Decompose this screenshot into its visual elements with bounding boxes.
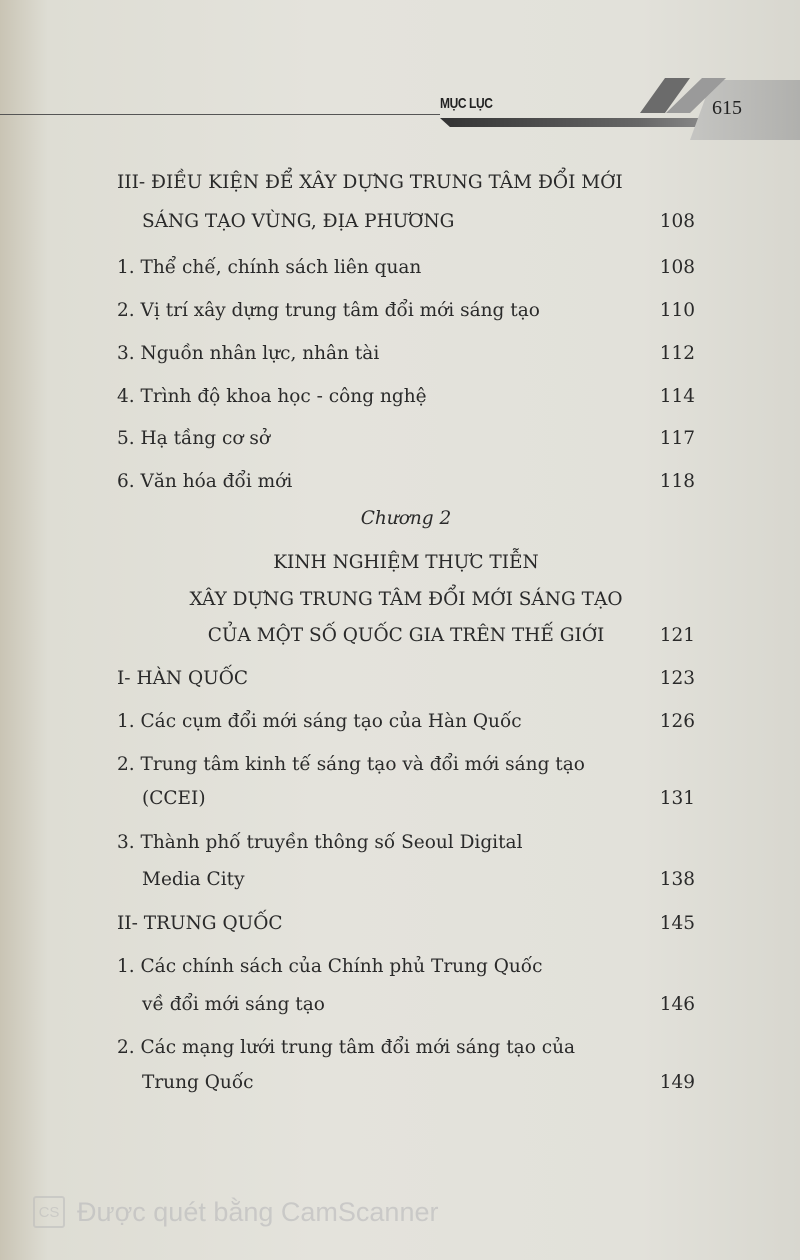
toc-entry-page: 145 <box>659 913 695 934</box>
chapter-title <box>117 625 695 646</box>
toc-entry-text: 1. Các cụm đổi mới sáng tạo của Hàn Quốc <box>117 711 522 732</box>
toc-entry <box>117 913 695 934</box>
toc-entry-page: 131 <box>659 788 695 809</box>
toc-entry-text: KINH NGHIỆM THỰC TIỄN <box>273 552 539 573</box>
toc-entry-page: 121 <box>659 625 695 646</box>
toc-entry-text: 4. Trình độ khoa học - công nghệ <box>117 386 427 407</box>
toc-entry-page: 114 <box>659 386 695 407</box>
chapter-title <box>117 589 695 610</box>
toc-entry-text: Media City <box>142 869 245 890</box>
toc-entry-page: 110 <box>659 300 695 321</box>
camscanner-logo-icon: CS <box>33 1196 65 1228</box>
header-section-title: MỤC LỤC <box>440 95 493 112</box>
chapter-title <box>117 552 695 573</box>
toc-entry-text: I- HÀN QUỐC <box>117 668 249 689</box>
toc-entry-page: 146 <box>659 994 695 1015</box>
toc-entry-text: III- ĐIỀU KIỆN ĐỂ XÂY DỰNG TRUNG TÂM ĐỔI MỚI <box>117 172 623 193</box>
toc-entry-text: 1. Các chính sách của Chính phủ Trung Quốc <box>117 956 543 977</box>
camscanner-watermark <box>33 1196 438 1228</box>
toc-entry-text: CỦA MỘT SỐ QUỐC GIA TRÊN THẾ GIỚI <box>207 625 605 646</box>
toc-entry-page: 126 <box>659 711 695 732</box>
toc-entry-page: 149 <box>659 1072 695 1093</box>
watermark-text: Được quét bằng CamScanner <box>77 1196 439 1227</box>
toc-entry-text: II- TRUNG QUỐC <box>117 913 283 934</box>
toc-entry-page: 108 <box>659 257 695 278</box>
toc-entry-text: 1. Thể chế, chính sách liên quan <box>117 257 422 278</box>
toc-entry-text: Chương 2 <box>360 508 452 529</box>
toc-entry <box>117 172 695 193</box>
toc-entry-page: 117 <box>659 428 695 449</box>
toc-entry <box>117 1037 695 1058</box>
toc-entry <box>117 257 695 278</box>
toc-entry <box>117 343 695 364</box>
toc-entry-text: 3. Thành phố truyền thông số Seoul Digital <box>117 832 523 853</box>
toc-entry <box>142 211 695 232</box>
toc-entry <box>142 869 695 890</box>
toc-entry-page: 112 <box>659 343 695 364</box>
toc-entry-text: (CCEI) <box>142 788 206 809</box>
toc-entry <box>142 788 695 809</box>
toc-entry-page: 118 <box>659 471 695 492</box>
header-rule <box>0 114 440 115</box>
toc-entry <box>117 428 695 449</box>
toc-entry-text: về đổi mới sáng tạo <box>142 994 325 1015</box>
toc-entry-text: 5. Hạ tầng cơ sở <box>117 428 270 449</box>
toc-entry <box>117 754 695 775</box>
toc-entry-page: 138 <box>659 869 695 890</box>
toc-entry <box>117 832 695 853</box>
toc-entry-text: 2. Vị trí xây dựng trung tâm đổi mới sáng tạo <box>117 300 540 321</box>
toc-entry-text: XÂY DỰNG TRUNG TÂM ĐỔI MỚI SÁNG TẠO <box>189 589 623 610</box>
page-number: 615 <box>712 97 742 119</box>
toc-entry <box>142 994 695 1015</box>
toc-entry <box>117 471 695 492</box>
toc-entry-page: 123 <box>659 668 695 689</box>
chapter-label <box>117 508 695 529</box>
toc-entry-text: Trung Quốc <box>142 1072 254 1093</box>
toc-entry <box>117 956 695 977</box>
toc-entry <box>117 668 695 689</box>
toc-entry-text: SÁNG TẠO VÙNG, ĐỊA PHƯƠNG <box>142 211 455 232</box>
toc-entry <box>117 386 695 407</box>
toc-entry <box>117 300 695 321</box>
toc-entry <box>142 1072 695 1093</box>
toc-entry-page: 108 <box>659 211 695 232</box>
toc-entry-text: 3. Nguồn nhân lực, nhân tài <box>117 343 380 364</box>
toc-entry-text: 2. Trung tâm kinh tế sáng tạo và đổi mới sáng tạo <box>117 754 585 775</box>
toc-entry-text: 2. Các mạng lưới trung tâm đổi mới sáng tạo của <box>117 1037 576 1058</box>
toc-entry <box>117 711 695 732</box>
toc-entry-text: 6. Văn hóa đổi mới <box>117 471 293 492</box>
